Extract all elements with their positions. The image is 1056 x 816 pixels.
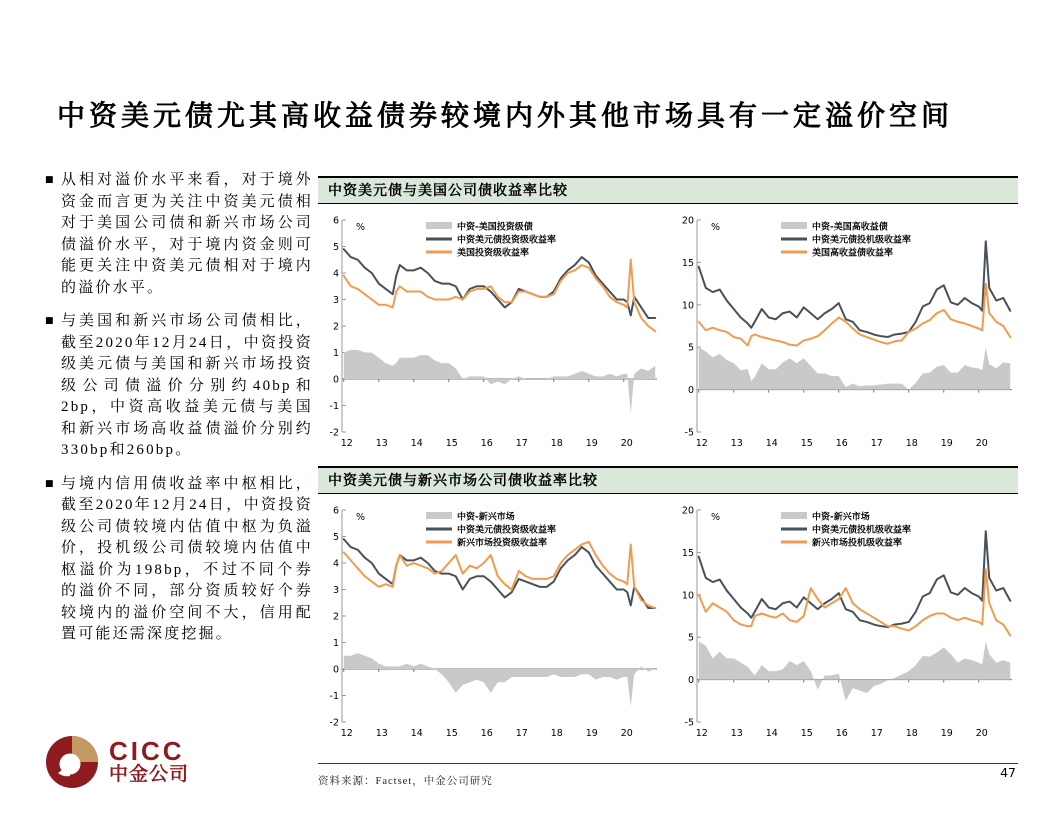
svg-text:2: 2 <box>332 321 339 333</box>
svg-text:14: 14 <box>410 438 423 449</box>
logo-text-cn: 中金公司 <box>109 764 190 785</box>
svg-text:3: 3 <box>332 585 339 596</box>
svg-text:1: 1 <box>332 638 339 649</box>
chart-svg <box>673 502 1018 740</box>
svg-text:16: 16 <box>835 728 848 739</box>
svg-text:19: 19 <box>940 438 953 449</box>
svg-text:新兴市场投资级收益率: 新兴市场投资级收益率 <box>457 538 548 549</box>
charts-panel <box>318 176 1018 804</box>
svg-text:17: 17 <box>515 728 528 739</box>
svg-text:20: 20 <box>975 728 988 739</box>
svg-text:0: 0 <box>332 374 339 386</box>
bullet-text: 与美国和新兴市场公司债相比，截至2020年12月24日，中资投资级美元债与美国和新兴市场投资级公司债溢价分别约40bp和2bp，中资高收益美元债与美国和新兴市场高收益债溢价分别约330bp和260bp。 <box>61 313 313 458</box>
svg-text:17: 17 <box>870 728 883 739</box>
svg-text:-1: -1 <box>329 691 339 702</box>
svg-text:-2: -2 <box>329 427 339 439</box>
bullet-item <box>45 474 313 646</box>
svg-text:16: 16 <box>480 438 493 449</box>
svg-text:17: 17 <box>870 438 883 449</box>
svg-text:0: 0 <box>687 675 694 687</box>
svg-text:5: 5 <box>687 632 694 644</box>
svg-text:10: 10 <box>681 590 694 602</box>
svg-text:0: 0 <box>687 385 694 397</box>
svg-text:12: 12 <box>340 728 353 739</box>
cicc-logo-icon <box>45 735 99 789</box>
svg-text:14: 14 <box>765 728 778 739</box>
svg-text:20: 20 <box>620 438 633 449</box>
svg-text:美国高收益债收益率: 美国高收益债收益率 <box>812 248 894 259</box>
svg-text:中资美元债投资级收益率: 中资美元债投资级收益率 <box>457 235 557 246</box>
chart-svg <box>318 212 663 450</box>
svg-text:-2: -2 <box>329 717 339 729</box>
svg-text:13: 13 <box>375 438 388 449</box>
section-title-em: 中资美元债与新兴市场公司债收益率比较 <box>318 466 1018 494</box>
svg-text:16: 16 <box>835 438 848 449</box>
svg-text:2: 2 <box>332 611 339 623</box>
svg-text:4: 4 <box>332 268 339 280</box>
svg-text:20: 20 <box>681 505 694 517</box>
section-em-comparison <box>318 466 1018 740</box>
svg-text:%: % <box>356 512 366 523</box>
cicc-logo-text <box>109 738 189 786</box>
chart-cn-vs-us-ig <box>318 212 663 450</box>
cicc-logo <box>45 735 189 789</box>
svg-text:中资美元债投资级收益率: 中资美元债投资级收益率 <box>457 525 557 536</box>
svg-text:%: % <box>356 222 366 233</box>
svg-text:中资-新兴市场: 中资-新兴市场 <box>812 512 870 523</box>
svg-text:5: 5 <box>332 242 339 253</box>
svg-text:19: 19 <box>940 728 953 739</box>
chart-cn-vs-us-hy <box>673 212 1018 450</box>
chart-cn-vs-em-hy <box>673 502 1018 740</box>
svg-text:20: 20 <box>681 215 694 227</box>
bullet-square-icon: ■ <box>45 175 54 185</box>
svg-text:15: 15 <box>445 728 458 739</box>
svg-text:20: 20 <box>975 438 988 449</box>
svg-text:新兴市场投机级收益率: 新兴市场投机级收益率 <box>812 538 903 549</box>
chart-cn-vs-em-ig <box>318 502 663 740</box>
svg-text:5: 5 <box>687 342 694 354</box>
svg-text:12: 12 <box>695 438 708 449</box>
svg-text:20: 20 <box>620 728 633 739</box>
svg-text:15: 15 <box>800 728 813 739</box>
charts-row <box>318 502 1018 740</box>
svg-text:中资-美国投资级债: 中资-美国投资级债 <box>457 222 533 233</box>
logo-text-en: CICC <box>109 736 185 766</box>
svg-text:6: 6 <box>332 505 339 517</box>
svg-text:%: % <box>711 222 721 233</box>
svg-text:中资-新兴市场: 中资-新兴市场 <box>457 512 515 523</box>
svg-text:中资美元债投机级收益率: 中资美元债投机级收益率 <box>812 525 912 536</box>
svg-text:14: 14 <box>410 728 423 739</box>
svg-text:12: 12 <box>695 728 708 739</box>
bullet-text: 从相对溢价水平来看，对于境外资金而言更为关注中资美元债相对于美国公司债和新兴市场公司债溢价水平，对于境内资金则可能更关注中资美元债相对于境内的溢价水平。 <box>61 172 313 296</box>
svg-text:-5: -5 <box>684 717 694 729</box>
svg-text:13: 13 <box>730 728 743 739</box>
svg-text:-5: -5 <box>684 427 694 439</box>
bullet-square-icon: ■ <box>45 478 54 489</box>
svg-text:15: 15 <box>800 438 813 449</box>
svg-text:19: 19 <box>585 728 598 739</box>
bullet-square-icon: ■ <box>45 316 54 326</box>
charts-row <box>318 212 1018 450</box>
svg-text:15: 15 <box>681 257 694 269</box>
svg-text:%: % <box>711 512 721 523</box>
chart-svg <box>673 212 1018 450</box>
svg-text:13: 13 <box>730 438 743 449</box>
bullet-text: 与境内信用债收益率中枢相比，截至2020年12月24日，中资投资级公司债较境内估值中枢为负溢价，投机级公司债较境内估值中枢溢价为198bp，不过不同个券的溢价不同，部分资质较好个券较境内的溢价空间不大，信用配置可能还需深度挖掘。 <box>61 475 313 642</box>
svg-text:美国投资级收益率: 美国投资级收益率 <box>457 248 530 259</box>
page-title: 中资美元债尤其高收益债券较境内外其他市场具有一定溢价空间 <box>57 101 954 132</box>
svg-text:18: 18 <box>550 438 563 449</box>
page-number: 47 <box>1000 765 1016 780</box>
bullet-item <box>45 311 313 462</box>
svg-text:1: 1 <box>332 348 339 359</box>
source-note: 资料来源：Factset，中金公司研究 <box>318 776 493 787</box>
section-title-us: 中资美元债与美国公司债收益率比较 <box>318 176 1018 204</box>
svg-text:中资美元债投机级收益率: 中资美元债投机级收益率 <box>812 235 912 246</box>
svg-text:13: 13 <box>375 728 388 739</box>
svg-text:18: 18 <box>905 438 918 449</box>
chart-svg <box>318 502 663 740</box>
commentary-panel <box>45 170 313 658</box>
svg-text:5: 5 <box>332 532 339 543</box>
svg-text:18: 18 <box>905 728 918 739</box>
slide-footer <box>318 763 1018 804</box>
section-us-comparison <box>318 176 1018 450</box>
svg-text:18: 18 <box>550 728 563 739</box>
svg-text:6: 6 <box>332 215 339 227</box>
svg-text:-1: -1 <box>329 401 339 412</box>
svg-text:3: 3 <box>332 295 339 306</box>
svg-text:14: 14 <box>765 438 778 449</box>
svg-text:0: 0 <box>332 664 339 676</box>
svg-text:15: 15 <box>681 547 694 559</box>
svg-text:16: 16 <box>480 728 493 739</box>
svg-text:15: 15 <box>445 438 458 449</box>
svg-text:12: 12 <box>340 438 353 449</box>
bullet-item <box>45 170 313 299</box>
svg-text:17: 17 <box>515 438 528 449</box>
svg-text:10: 10 <box>681 300 694 312</box>
svg-text:4: 4 <box>332 558 339 570</box>
svg-text:中资-美国高收益债: 中资-美国高收益债 <box>812 222 888 233</box>
svg-text:19: 19 <box>585 438 598 449</box>
